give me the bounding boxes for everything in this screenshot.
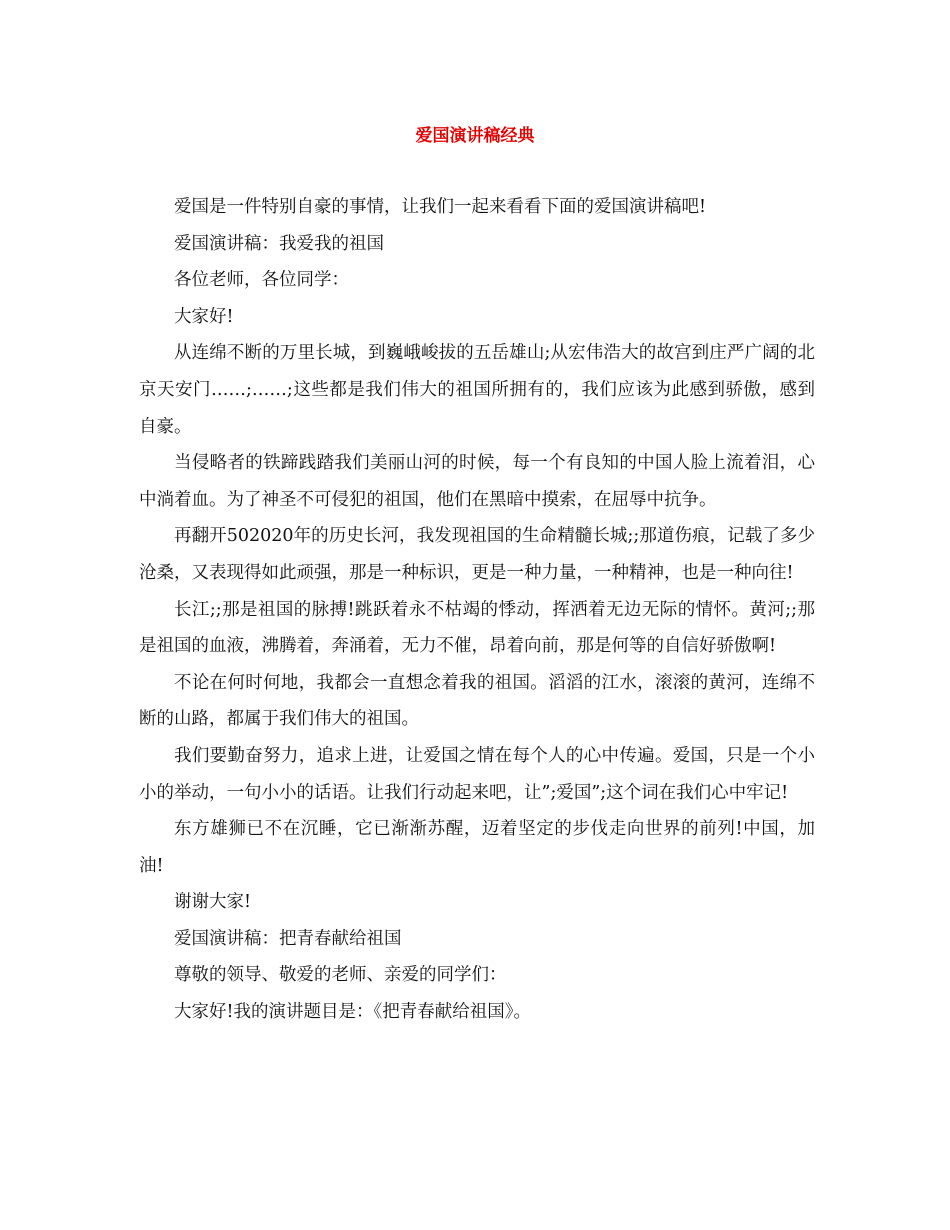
- paragraph-greeting-1: 大家好!: [174, 306, 234, 327]
- paragraph-greeting-2: 大家好!我的演讲题目是：《把青春献给祖国》。: [174, 1002, 532, 1023]
- paragraph-thanks: 谢谢大家!: [174, 892, 252, 913]
- document-body: [139, 189, 815, 1031]
- paragraph-salutation-1: 各位老师，各位同学：: [174, 270, 349, 291]
- paragraph-salutation-2: 尊敬的领导、敬爱的老师、亲爱的同学们：: [174, 965, 507, 986]
- document-title: 爱国演讲稿经典: [415, 126, 535, 146]
- paragraph: 我们要勤奋努力，追求上进，让爱国之情在每个人的心中传遍。爱国，只是一个小小的举动，一句小小的话语。让我们行动起来吧，让”;爱国”;这个词在我们心中牢记!: [139, 745, 815, 803]
- paragraph: 当侵略者的铁蹄践踏我们美丽山河的时候，每一个有良知的中国人脸上流着泪，心中淌着血。为了神圣不可侵犯的祖国，他们在黑暗中摸索，在屈辱中抗争。: [139, 453, 815, 510]
- paragraph-speech-title-1: 爱国演讲稿：我爱我的祖国: [174, 233, 384, 254]
- paragraph: 不论在何时何地，我都会一直想念着我的祖国。滔滔的江水，滚滚的黄河，连绵不断的山路，都属于我们伟大的祖国。: [139, 672, 815, 730]
- paragraph-speech-title-2: 爱国演讲稿：把青春献给祖国: [174, 928, 402, 949]
- paragraph-intro: 爱国是一件特别自豪的事情，让我们一起来看看下面的爱国演讲稿吧!: [174, 197, 707, 217]
- paragraph: 东方雄狮已不在沉睡，它已渐渐苏醒，迈着坚定的步伐走向世界的前列!中国，加油!: [139, 819, 815, 876]
- paragraph: 再翻开502020年的历史长河，我发现祖国的生命精髓长城;;那道伤痕，记载了多少沧桑，又表现得如此顽强，那是一种标识，更是一种力量，一种精神，也是一种向往!: [139, 526, 815, 583]
- paragraph: 从连绵不断的万里长城，到巍峨峻拔的五岳雄山;从宏伟浩大的故宫到庄严广阔的北京天安门……;……;这些都是我们伟大的祖国所拥有的，我们应该为此感到骄傲，感到自豪。: [139, 343, 815, 437]
- paragraph: 长江;;那是祖国的脉搏!跳跃着永不枯竭的悸动，挥洒着无边无际的情怀。黄河;;那是祖国的血液，沸腾着，奔涌着，无力不催，昂着向前，那是何等的自信好骄傲啊!: [139, 599, 815, 657]
